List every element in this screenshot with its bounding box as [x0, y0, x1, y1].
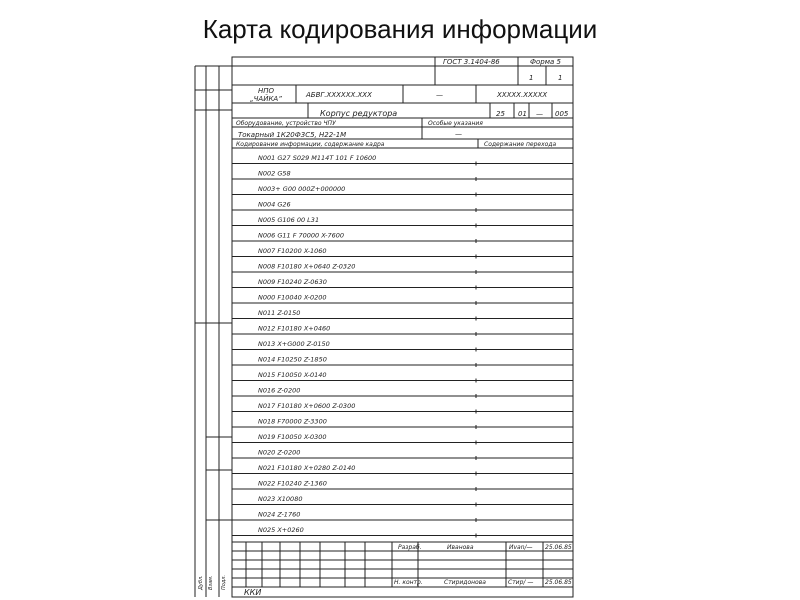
program-row: N009 F10240 Z-0630	[258, 278, 327, 286]
equipment-value: Токарный 1К20Ф3С5, Н22-1М	[238, 131, 347, 139]
developed-by-signature: Иvan/—	[509, 544, 533, 551]
equipment-header: Оборудование, устройство ЧПУ	[236, 120, 336, 127]
special-instructions-header: Особые указания	[428, 120, 483, 127]
page-title: Карта кодирования информации	[202, 14, 598, 44]
developed-by-date: 25.06.85	[545, 544, 572, 551]
program-row: N004 G26	[258, 200, 291, 209]
operation-code-a: 25	[496, 110, 505, 118]
program-row: N008 F10180 X+0640 Z-0320	[258, 262, 356, 271]
program-row: N022 F10240 Z-1360	[258, 479, 327, 488]
special-instructions-value: —	[455, 130, 462, 138]
part-code: ХХХХХ.ХХХХХ	[497, 91, 548, 99]
program-row: N015 F10050 X-0140	[258, 371, 327, 379]
program-rows	[258, 154, 376, 534]
margin-dubl-label: Дубл.	[198, 575, 204, 590]
norm-control-label: Н. контр.	[394, 579, 423, 586]
form-number-label: Форма 5	[530, 58, 562, 66]
norm-control-signature: Стир/ —	[508, 579, 534, 586]
norm-control-name: Стиридонова	[444, 579, 486, 586]
org-line-1: НПО	[258, 87, 275, 95]
program-row: N021 F10180 X+0280 Z-0140	[258, 464, 356, 472]
document-code: АБВГ.ХХХХХХ.ХХХ	[306, 91, 372, 99]
program-row: N014 F10250 Z-1850	[258, 355, 327, 364]
org-line-2: „ЧАЙКА”	[250, 95, 282, 103]
program-row: N012 F10180 X+0460	[258, 324, 331, 333]
program-row: N007 F10200 X-1060	[258, 247, 327, 255]
program-row: N003+ G00 000Z+000000	[258, 185, 346, 193]
operation-code-b: 01	[518, 110, 527, 118]
operation-code-c: —	[536, 110, 543, 118]
program-row: N020 Z-0200	[258, 448, 301, 457]
program-row: N024 Z-1760	[258, 510, 301, 519]
coding-header: Кодирование информации, содержание кадра	[236, 141, 385, 148]
part-name: Корпус редуктора	[320, 109, 398, 118]
form-footer-code: ККИ	[244, 588, 262, 597]
program-row: N013 X+G000 Z-0150	[258, 340, 330, 348]
program-row: N025 X+0260	[258, 526, 304, 534]
developed-by-label: Разраб.	[398, 544, 422, 551]
dash-cell: —	[436, 91, 443, 99]
sheet-count: 1	[558, 74, 563, 82]
program-row: N002 G58	[258, 169, 291, 178]
gost-label: ГОСТ 3.1404-86	[443, 58, 500, 66]
operation-code-d: 005	[555, 110, 569, 118]
program-row: N017 F10180 X+0600 Z-0300	[258, 402, 356, 410]
program-row: N023 X10080	[258, 495, 303, 503]
margin-vzam-label: Взам.	[208, 575, 214, 590]
program-row: N006 G11 F 70000 X-7600	[258, 231, 345, 240]
program-row: N011 Z-0150	[258, 309, 301, 317]
program-row: N016 Z-0200	[258, 386, 301, 395]
developed-by-name: Иванова	[447, 544, 474, 551]
program-row: N018 F70000 Z-3300	[258, 417, 327, 426]
program-row: N019 F10050 X-0300	[258, 433, 327, 441]
program-row: N001 G27 S029 M114T 101 F 10600	[258, 154, 377, 162]
sheet-number: 1	[529, 74, 534, 82]
margin-podl-label: Подл.	[221, 574, 227, 590]
program-row: N000 F10040 X-0200	[258, 293, 327, 302]
program-row: N005 G106 00 L31	[258, 216, 320, 224]
transition-header: Содержание перехода	[484, 141, 557, 148]
norm-control-date: 25.06.85	[545, 579, 572, 586]
